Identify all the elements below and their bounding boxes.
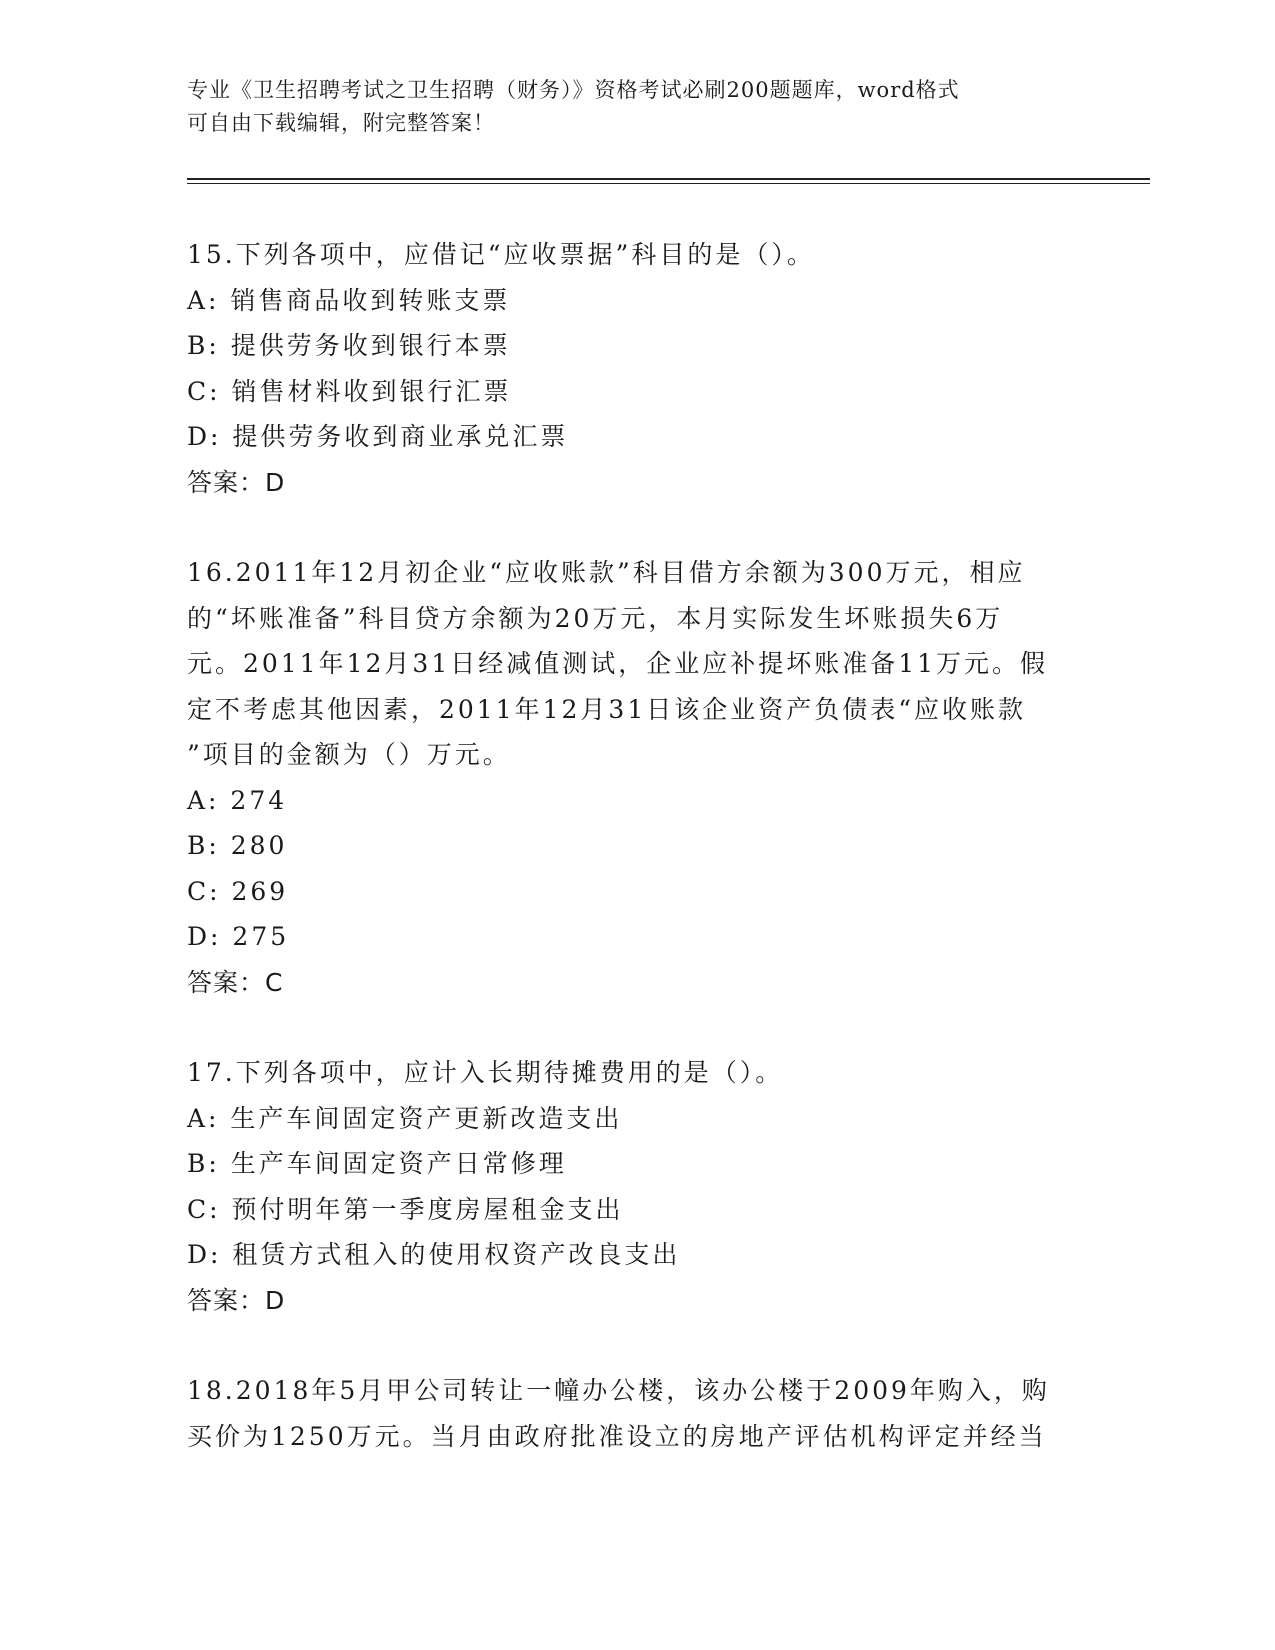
question-stem: 定不考虑其他因素，2011年12月31日该企业资产负债表“应收账款	[187, 694, 1027, 724]
option-a: A: 生产车间固定资产更新改造支出	[187, 1103, 623, 1133]
option-d: D: 275	[187, 922, 290, 951]
option-d: D: 提供劳务收到商业承兑汇票	[187, 422, 569, 451]
question-stem: 16.2011年12月初企业“应收账款”科目借方余额为300万元，相应	[187, 558, 1026, 587]
header-line-1: 专业《卫生招聘考试之卫生招聘（财务）》资格考试必刷200题题库，word格式	[187, 78, 960, 102]
option-b: B: 280	[187, 831, 288, 860]
question-stem: 17.下列各项中，应计入长期待摊费用的是（）。	[187, 1058, 784, 1087]
option-b: B: 生产车间固定资产日常修理	[187, 1149, 567, 1178]
answer: 答案：D	[187, 467, 286, 497]
answer: 答案：D	[187, 1285, 286, 1315]
option-d: D: 租赁方式租入的使用权资产改良支出	[187, 1240, 681, 1269]
option-c: C: 预付明年第一季度房屋租金支出	[187, 1194, 624, 1224]
question-stem: 18.2018年5月甲公司转让一幢办公楼，该办公楼于2009年购入，购	[187, 1376, 1050, 1405]
option-b: B: 提供劳务收到银行本票	[187, 331, 511, 360]
option-a: A: 销售商品收到转账支票	[187, 285, 511, 315]
question-list	[187, 232, 1087, 1459]
question-17	[187, 1050, 1087, 1323]
answer: 答案：C	[187, 967, 284, 997]
question-stem: 的“坏账准备”科目贷方余额为20万元，本月实际发生坏账损失6万	[187, 603, 1004, 633]
header-divider-thin	[187, 183, 1150, 184]
option-c: C: 269	[187, 876, 289, 906]
question-15	[187, 232, 1087, 505]
header-line-2: 可自由下载编辑，附完整答案！	[187, 111, 495, 135]
question-18	[187, 1368, 1087, 1459]
document-header	[187, 74, 1067, 140]
question-stem: 15.下列各项中，应借记“应收票据”科目的是（）。	[187, 240, 815, 269]
option-c: C: 销售材料收到银行汇票	[187, 376, 512, 406]
question-stem: 元。2011年12月31日经减值测试，企业应补提坏账准备11万元。假	[187, 649, 1049, 678]
question-stem: ”项目的金额为（）万元。	[187, 740, 511, 769]
question-stem: 买价为1250万元。当月由政府批准设立的房地产评估机构评定并经当	[187, 1421, 1047, 1451]
question-16	[187, 550, 1087, 1005]
header-divider-thick	[187, 178, 1150, 180]
option-a: A: 274	[187, 785, 288, 815]
